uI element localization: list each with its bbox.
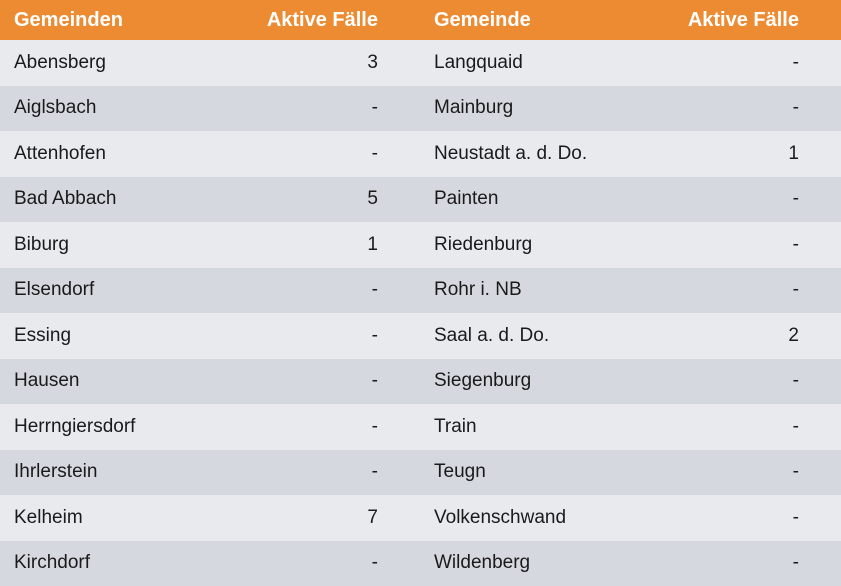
active-cases-right: - — [648, 177, 841, 223]
active-cases-left: 5 — [232, 177, 420, 223]
municipality-name-right: Volkenschwand — [420, 495, 648, 541]
table-row — [0, 495, 841, 541]
municipality-name-left: Herrngiersdorf — [0, 404, 232, 450]
active-cases-left: - — [232, 268, 420, 314]
municipality-name-left: Abensberg — [0, 40, 232, 86]
active-cases-left: - — [232, 359, 420, 405]
active-cases-right: - — [648, 404, 841, 450]
table-row — [0, 450, 841, 496]
table-row — [0, 131, 841, 177]
municipality-name-right: Saal a. d. Do. — [420, 313, 648, 359]
active-cases-left: 1 — [232, 222, 420, 268]
header-row — [0, 0, 841, 40]
table-row — [0, 313, 841, 359]
municipality-name-right: Teugn — [420, 450, 648, 496]
active-cases-left: - — [232, 450, 420, 496]
column-header-municipality-right: Gemeinde — [420, 0, 648, 40]
municipality-name-left: Elsendorf — [0, 268, 232, 314]
municipality-name-left: Bad Abbach — [0, 177, 232, 223]
municipality-name-right: Train — [420, 404, 648, 450]
municipality-name-right: Rohr i. NB — [420, 268, 648, 314]
active-cases-left: - — [232, 86, 420, 132]
municipality-name-left: Ihrlerstein — [0, 450, 232, 496]
table-row — [0, 268, 841, 314]
active-cases-right: - — [648, 222, 841, 268]
active-cases-right: - — [648, 450, 841, 496]
active-cases-left: - — [232, 541, 420, 586]
table-header — [0, 0, 841, 40]
municipality-name-left: Attenhofen — [0, 131, 232, 177]
column-header-active-cases-left: Aktive Fälle — [232, 0, 420, 40]
active-cases-right: - — [648, 40, 841, 86]
municipality-name-left: Kelheim — [0, 495, 232, 541]
active-cases-right: - — [648, 86, 841, 132]
active-cases-left: 3 — [232, 40, 420, 86]
table-row — [0, 222, 841, 268]
active-cases-left: - — [232, 131, 420, 177]
column-header-active-cases-right: Aktive Fälle — [648, 0, 841, 40]
municipality-name-left: Kirchdorf — [0, 541, 232, 586]
active-cases-right: 2 — [648, 313, 841, 359]
column-header-municipalities-left: Gemeinden — [0, 0, 232, 40]
table-row — [0, 177, 841, 223]
municipality-name-right: Mainburg — [420, 86, 648, 132]
municipality-name-right: Riedenburg — [420, 222, 648, 268]
active-cases-left: - — [232, 404, 420, 450]
municipality-name-right: Siegenburg — [420, 359, 648, 405]
municipality-name-right: Neustadt a. d. Do. — [420, 131, 648, 177]
active-cases-right: - — [648, 495, 841, 541]
active-cases-right: - — [648, 541, 841, 586]
active-cases-right: - — [648, 359, 841, 405]
municipality-name-right: Langquaid — [420, 40, 648, 86]
active-cases-left: 7 — [232, 495, 420, 541]
table-row — [0, 86, 841, 132]
municipality-name-left: Hausen — [0, 359, 232, 405]
table-body — [0, 40, 841, 586]
municipality-name-right: Wildenberg — [420, 541, 648, 586]
table-row — [0, 359, 841, 405]
table-row — [0, 541, 841, 586]
active-cases-left: - — [232, 313, 420, 359]
table-row — [0, 40, 841, 86]
municipality-name-left: Essing — [0, 313, 232, 359]
active-cases-right: - — [648, 268, 841, 314]
municipality-name-left: Aiglsbach — [0, 86, 232, 132]
municipality-name-left: Biburg — [0, 222, 232, 268]
active-cases-right: 1 — [648, 131, 841, 177]
table-row — [0, 404, 841, 450]
municipality-name-right: Painten — [420, 177, 648, 223]
